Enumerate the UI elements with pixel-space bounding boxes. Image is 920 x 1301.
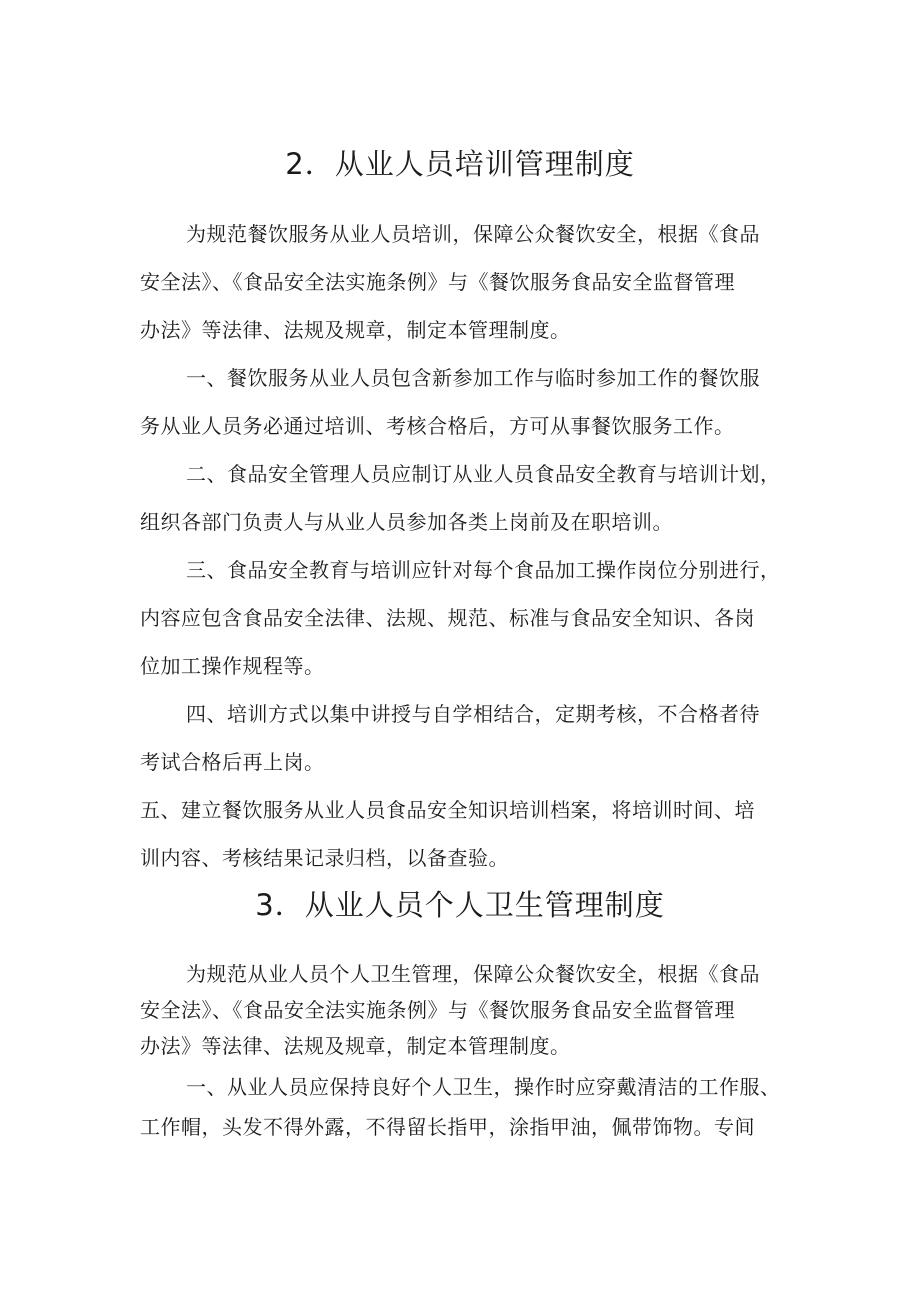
hygiene-item-1-line-1: 一、从业人员应保持良好个人卫生，操作时应穿戴清洁的工作服、: [186, 1075, 781, 1099]
training-item-3-line-3: 位加工操作规程等。: [140, 654, 325, 678]
training-item-1-line-2: 务从业人员务必通过培训、考核合格后，方可从事餐饮服务工作。: [140, 414, 735, 438]
training-item-3-line-1: 三、食品安全教育与培训应针对每个食品加工操作岗位分别进行，: [186, 558, 781, 582]
training-item-4-line-2: 考试合格后再上岗。: [140, 750, 325, 774]
training-intro-line-2: 安全法》、《食品安全法实施条例》与《餐饮服务食品安全监督管理: [140, 270, 735, 294]
training-intro-line-1: 为规范餐饮服务从业人员培训，保障公众餐饮安全，根据《食品: [186, 222, 760, 246]
training-item-2-line-2: 组织各部门负责人与从业人员参加各类上岗前及在职培训。: [140, 510, 673, 534]
training-intro-line-3: 办法》等法律、法规及规章，制定本管理制度。: [140, 318, 571, 342]
training-item-1-line-1: 一、餐饮服务从业人员包含新参加工作与临时参加工作的餐饮服: [186, 366, 760, 390]
training-item-2-line-1: 二、食品安全管理人员应制订从业人员食品安全教育与培训计划，: [186, 462, 781, 486]
hygiene-intro-line-3: 办法》等法律、法规及规章，制定本管理制度。: [140, 1034, 571, 1058]
training-item-4-line-1: 四、培训方式以集中讲授与自学相结合，定期考核，不合格者待: [186, 702, 760, 726]
training-item-5-line-1: 五、建立餐饮服务从业人员食品安全知识培训档案，将培训时间、培: [140, 798, 755, 822]
hygiene-item-1-line-2: 工作帽，头发不得外露，不得留长指甲，涂指甲油，佩带饰物。专间: [140, 1115, 755, 1139]
hygiene-intro-line-2: 安全法》、《食品安全法实施条例》与《餐饮服务食品安全监督管理: [140, 998, 735, 1022]
hygiene-intro-line-1: 为规范从业人员个人卫生管理，保障公众餐饮安全，根据《食品: [186, 962, 760, 986]
section-title-training: 2．从业人员培训管理制度: [285, 147, 635, 181]
section-title-hygiene: 3．从业人员个人卫生管理制度: [255, 888, 665, 922]
training-item-3-line-2: 内容应包含食品安全法律、法规、规范、标准与食品安全知识、各岗: [140, 606, 755, 630]
training-item-5-line-2: 训内容、考核结果记录归档，以备查验。: [140, 846, 509, 870]
